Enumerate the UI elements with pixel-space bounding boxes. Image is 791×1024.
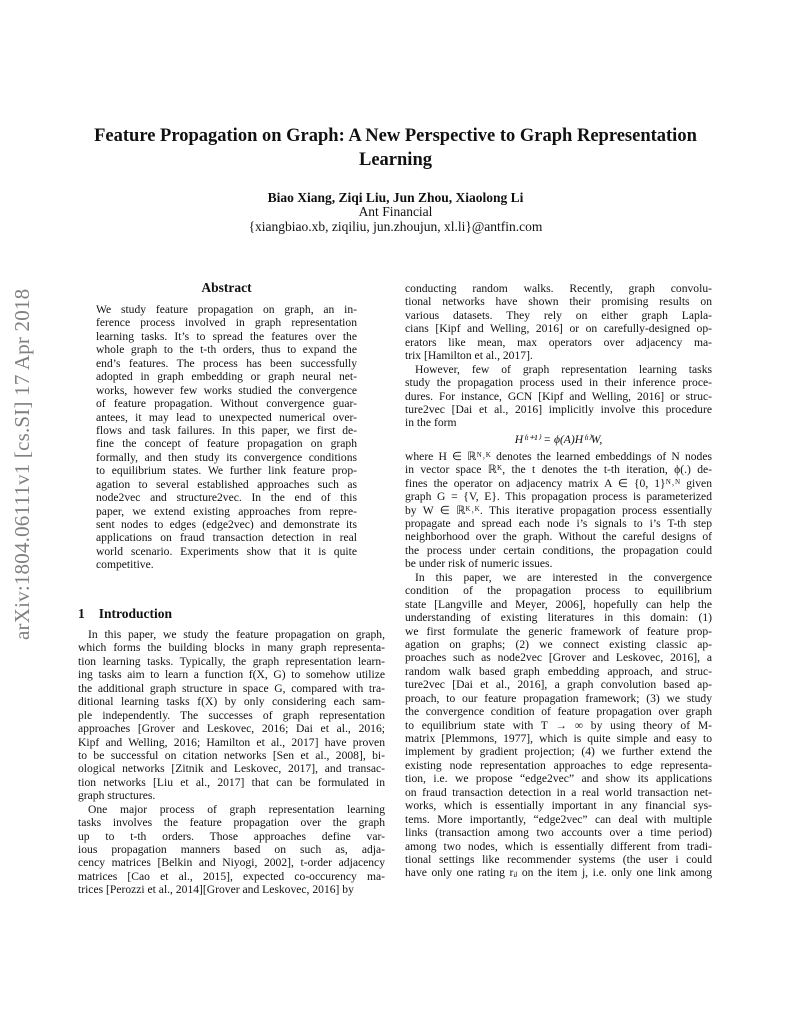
text-line: by W ∈ ℝᴷ˒ᴷ. This iterative propagation process essentially — [405, 503, 712, 517]
section-heading-introduction — [78, 606, 186, 622]
text-line: existing node representation approaches to edge representa- — [405, 758, 712, 772]
text-line: on fraud transaction detection in a real world transaction net- — [405, 785, 712, 799]
text-line: random walk based graph embedding approach, and struc- — [405, 664, 712, 678]
text-line: tion, i.e. we propose “edge2vec” and show its applications — [405, 772, 712, 786]
text-line: agation to several established approaches such as — [96, 477, 357, 491]
text-line: matrix [Plemmons, 1977], which is quite simple and easy to — [405, 732, 712, 745]
text-line: paper, we extend existing approaches from repre- — [96, 504, 357, 518]
text-line: trix [Hamilton et al., 2017]. — [405, 349, 533, 363]
introduction-left-column — [78, 628, 385, 897]
text-line: graph structures. — [78, 789, 156, 803]
text-line: works, however few works studied the convergence — [96, 383, 357, 397]
text-line: in vector space ℝᴷ, the t denotes the t-th iteration, ϕ(.) de- — [405, 463, 712, 477]
text-line: be under risk of numeric issues. — [405, 557, 553, 571]
text-line: in the form — [405, 416, 457, 430]
text-line: to equilibrium state with T → ∞ by using theory of M- — [405, 718, 712, 732]
text-line: works, which is essentially important in any financial sys- — [405, 799, 712, 813]
paragraph — [405, 282, 712, 363]
text-line: of feature propagation. Without convergence guar- — [96, 397, 357, 411]
text-line: graph G = {V, E}. This propagation process is parameterized — [405, 490, 712, 504]
equation: H⁽ᵗ⁺¹⁾ = ϕ(A)H⁽ᵗ⁾W, — [514, 432, 603, 446]
text-line: tion networks [Liu et al., 2017] that can be formulated in — [78, 775, 385, 789]
text-line: tional networks have shown their promising results on — [405, 295, 712, 309]
text-line: Kipf and Welling, 2016; Hamilton et al., 2017] have proven — [78, 735, 385, 749]
paragraph — [405, 363, 712, 430]
text-line: applications on fraud transaction detection in real — [96, 531, 357, 545]
text-line: cency matrices [Belkin and Niyogi, 2002], t-order adjacency — [78, 856, 385, 870]
text-line: competitive. — [96, 558, 154, 572]
text-line: ple independently. The successes of graph representation — [78, 708, 385, 722]
text-line: erators like mean, max operators over adjacency ma- — [405, 335, 712, 349]
text-line: understanding of existing literatures in this domain: (1) — [405, 611, 712, 625]
text-line: proach, to our feature propagation framework; (3) we study — [405, 691, 712, 705]
text-line: ological networks [Zitnik and Leskovec, 2017], and transac- — [78, 762, 385, 776]
text-line: ious propagation manners based on such as, adja- — [78, 843, 385, 856]
text-line: condition of the propagation process to equilibrium — [405, 584, 712, 598]
author-emails: {xiangbiao.xb, ziqiliu, jun.zhoujun, xl.li}@antfin.com — [248, 219, 543, 234]
text-line: which forms the building blocks in many graph representa- — [78, 641, 385, 655]
text-line: matrices [Cao et al., 2015], expected co-occurency ma- — [78, 869, 385, 883]
text-line: study the propagation process used in their inference proce- — [405, 376, 712, 390]
text-line: to equilibrium states. We further link feature prop- — [96, 464, 357, 478]
paragraph — [78, 628, 385, 803]
text-line: have only one rating rᵢⱼ on the item j, i.e. only one link among — [405, 866, 712, 880]
text-line: ture2vec [Dai et al., 2016] implicitly involve this procedure — [405, 402, 712, 416]
text-line: adopted in graph embedding or graph neural net- — [96, 370, 357, 384]
text-line: state [Langville and Meyer, 2006], hopefully can help the — [405, 597, 712, 611]
text-line: tems. More importantly, “edge2vec” can deal with multiple — [405, 812, 712, 826]
text-line: One major process of graph representation learning — [88, 802, 385, 816]
text-line: where H ∈ ℝᴺ˒ᴷ denotes the learned embeddings of N nodes — [405, 449, 712, 463]
text-line: implement by gradient projection; (4) we further extend the — [405, 745, 712, 759]
paragraph — [405, 450, 712, 571]
affiliation: Ant Financial — [358, 204, 433, 219]
text-line: end’s features. The process has been successfully — [96, 356, 357, 370]
text-line: antees, it may lead to unexpected numerical over- — [96, 410, 357, 424]
arxiv-identifier-stamp: arXiv:1804.06111v1 [cs.SI] 17 Apr 2018 — [10, 288, 34, 640]
text-line: dures. For instance, GCN [Kipf and Welling, 2016] or struc- — [405, 389, 712, 403]
text-line: propagate and spread each node i’s signals to i’s T-th step — [405, 517, 712, 530]
text-line: various datasets. They rely on either graph Lapla- — [405, 308, 712, 322]
text-line: trices [Perozzi et al., 2014][Grover and Leskovec, 2016] by — [78, 883, 354, 897]
text-line: to be successful on citation networks [Sen et al., 2008], bi- — [78, 748, 385, 762]
paper-title: Feature Propagation on Graph: A New Perspective to Graph Representation Learning — [94, 126, 697, 170]
text-line: approaches [Grover and Leskovec, 2016; Dai et al., 2016; — [78, 722, 385, 736]
text-line: we first formulate the generic framework of feature prop- — [405, 624, 712, 638]
text-line: the process under certain conditions, the propagation could — [405, 543, 712, 557]
author-list: Biao Xiang, Ziqi Liu, Jun Zhou, Xiaolong Li — [267, 190, 524, 205]
paragraph — [96, 303, 357, 572]
abstract-heading: Abstract — [201, 280, 252, 295]
paragraph — [78, 803, 385, 897]
paragraph — [405, 571, 712, 880]
text-line: sent nodes to edges (edge2vec) and demonstrate its — [96, 518, 357, 531]
text-line: the convergence condition of feature propagation over graph — [405, 705, 712, 719]
abstract-body — [96, 303, 357, 572]
text-line: world scenario. Experiments show that it is quite — [96, 544, 357, 558]
text-line: among two nodes, which is essentially different from tradi- — [405, 839, 712, 853]
text-line: proaches such as node2vec [Grover and Leskovec, 2016], a — [405, 651, 712, 665]
text-line: tasks involves the feature propagation over the graph — [78, 816, 385, 830]
text-line: ture2vec [Dai et al., 2016], a graph convolution based ap- — [405, 678, 712, 692]
text-line: whole graph to the t-th orders, thus to expand the — [96, 343, 357, 357]
text-line: the additional graph structure in space G, compared with tra- — [78, 681, 385, 695]
introduction-right-column — [405, 282, 712, 880]
text-line: neighborhood over the graph. Without the careful designs of — [405, 530, 712, 544]
text-line: agation on graphs; (2) we connect existing classic ap- — [405, 637, 712, 651]
text-line: cians [Kipf and Welling, 2016] or on carefully-designed op- — [405, 322, 712, 336]
text-line: fine the concept of feature propagation on graph — [96, 437, 357, 451]
text-line: tional settings like recommender systems (the user i could — [405, 852, 712, 866]
text-line: links (transaction among two accounts over a time period) — [405, 826, 712, 840]
text-line: learning tasks. It’s to spread the features over the — [96, 329, 357, 343]
text-line: In this paper, we study the feature propagation on graph, — [88, 628, 385, 641]
section-number: 1 — [78, 606, 85, 621]
text-line: up to t-th orders. Those approaches define var- — [78, 829, 385, 843]
text-line: ing tasks aim to learn a function f(X, G) to somehow utilize — [78, 668, 385, 682]
text-line: formally, and then study its convergence conditions — [96, 450, 357, 464]
text-line: fines the operator on adjacency matrix A ∈ {0, 1}ᴺ˒ᴺ given — [405, 476, 712, 490]
text-line: flows and task failures. In this paper, we first de- — [96, 423, 357, 437]
text-line: tion learning tasks. Typically, the graph representation learn- — [78, 654, 385, 668]
text-line: In this paper, we are interested in the convergence — [415, 570, 712, 584]
section-title: Introduction — [98, 606, 173, 621]
text-line: conducting random walks. Recently, graph convolu- — [405, 282, 712, 295]
text-line: However, few of graph representation learning tasks — [415, 362, 712, 376]
text-line: node2vec and structure2vec. In the end of this — [96, 491, 357, 505]
text-line: We study feature propagation on graph, an in- — [96, 303, 357, 316]
text-line: ditional learning tasks f(X) by only considering each sam- — [78, 695, 385, 709]
text-line: ference process involved in graph representation — [96, 316, 357, 330]
